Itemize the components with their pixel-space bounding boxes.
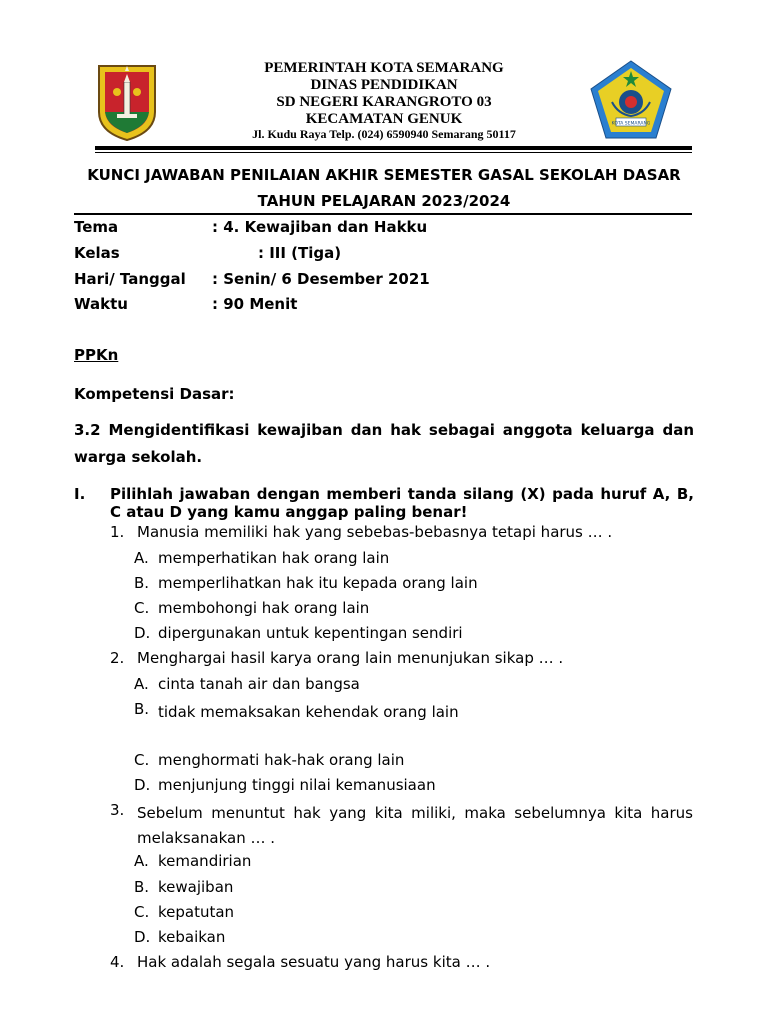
option-letter: A. [134, 852, 149, 870]
option-letter: B. [134, 700, 150, 718]
letterhead-line-2: DINAS PENDIDIKAN [310, 77, 458, 93]
semarang-city-crest-logo [95, 62, 159, 142]
title-divider [74, 213, 692, 215]
info-label-tema: Tema [74, 218, 119, 236]
option-text: dipergunakan untuk kepentingan sendiri [158, 624, 463, 642]
document-title: KUNCI JAWABAN PENILAIAN AKHIR SEMESTER GASAL SEKOLAH DASAR [87, 166, 681, 184]
option-letter: B. [134, 574, 150, 592]
option-letter: A. [134, 675, 149, 693]
option-text: kemandirian [158, 852, 252, 870]
option-text: kepatutan [158, 903, 235, 921]
kd-label: Kompetensi Dasar: [74, 385, 235, 403]
option-letter: B. [134, 878, 150, 896]
option-letter: A. [134, 549, 149, 567]
letterhead-line-1: PEMERINTAH KOTA SEMARANG [264, 60, 504, 76]
question-text: Hak adalah segala sesuatu yang harus kita … . [137, 953, 491, 971]
option-letter: C. [134, 903, 150, 921]
option-letter: D. [134, 624, 151, 642]
letterhead-divider-thin [95, 152, 692, 153]
letterhead-divider-thick [95, 146, 692, 150]
option-letter: D. [134, 928, 151, 946]
option-letter: D. [134, 776, 151, 794]
option-text: kebaikan [158, 928, 226, 946]
question-number: 2. [110, 649, 125, 667]
document-subtitle: TAHUN PELAJARAN 2023/2024 [257, 192, 511, 210]
info-value-hari-tanggal: : Senin/ 6 Desember 2021 [212, 270, 430, 288]
question-number: 4. [110, 953, 125, 971]
question-text: Manusia memiliki hak yang sebebas-bebasnya tetapi harus … . [137, 523, 613, 541]
info-label-kelas: Kelas [74, 244, 120, 262]
kd-text: 3.2 Mengidentifikasi kewajiban dan hak sebagai anggota keluarga dan warga sekolah. [74, 421, 694, 466]
option-letter: C. [134, 751, 150, 769]
school-district-emblem-logo [588, 58, 674, 142]
section-number: I. [74, 485, 86, 503]
info-value-tema: : 4. Kewajiban dan Hakku [212, 218, 428, 236]
option-text: memperlihatkan hak itu kepada orang lain [158, 574, 478, 592]
letterhead-address: Jl. Kudu Raya Telp. (024) 6590940 Semarang 50117 [252, 127, 516, 141]
info-value-kelas: : III (Tiga) [258, 244, 342, 262]
question-text: Menghargai hasil karya orang lain menunjukan sikap … . [137, 649, 564, 667]
emblem-label: KOTA SEMARANG [611, 121, 651, 127]
option-text: kewajiban [158, 878, 234, 896]
option-text: memperhatikan hak orang lain [158, 549, 390, 567]
question-number: 3. [110, 801, 125, 819]
letterhead-line-4: KECAMATAN GENUK [305, 111, 463, 127]
subject-heading: PPKn [74, 346, 119, 364]
option-text: membohongi hak orang lain [158, 599, 370, 617]
question-text: Sebelum menuntut hak yang kita miliki, maka sebelumnya kita harus melaksanakan … . [137, 804, 693, 847]
section-instruction: Pilihlah jawaban dengan memberi tanda silang (X) pada huruf A, B, C atau D yang kamu anggap paling benar! [110, 485, 694, 521]
info-label-waktu: Waktu [74, 295, 128, 313]
letterhead-school-name: SD NEGERI KARANGROTO 03 [276, 94, 492, 110]
question-number: 1. [110, 523, 125, 541]
option-letter: C. [134, 599, 150, 617]
info-label-hari-tanggal: Hari/ Tanggal [74, 270, 186, 288]
option-text: cinta tanah air dan bangsa [158, 675, 360, 693]
info-value-waktu: : 90 Menit [212, 295, 298, 313]
option-text: menghormati hak-hak orang lain [158, 751, 405, 769]
option-text: menjunjung tinggi nilai kemanusiaan [158, 776, 436, 794]
option-text: tidak memaksakan kehendak orang lain [158, 703, 459, 721]
